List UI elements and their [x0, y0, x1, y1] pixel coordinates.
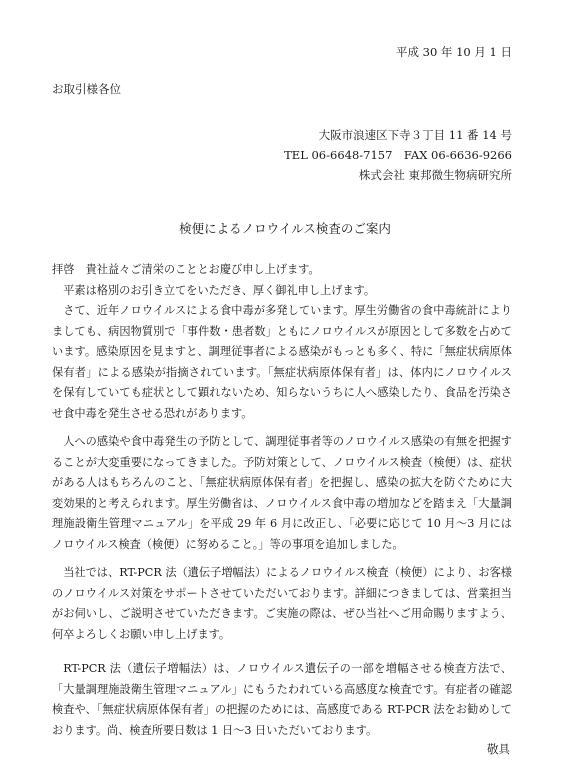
sender-company: 株式会社 東邦微生物病研究所 — [358, 168, 512, 182]
document-date: 平成 30 年 10 月 1 日 — [395, 45, 512, 59]
paragraph-service: 当社では、RT-PCR 法（遺伝子増幅法）によるノロウイルス検査（検便）により、お客様のノロウイルス対策をサポートさせていただいております。詳細につきましては、営業担当がお伺いし、ご説明させていただきます。ご実施の際は、ぜひ当社へご用命賜りますよう、何卒よろしくお願い申し上げます。 — [52, 566, 512, 641]
document-title: 検便によるノロウイルス検査のご案内 — [179, 221, 391, 236]
letter-body — [52, 260, 512, 741]
thanks-line: 平素は格別のお引き立てをいただき、厚く御礼申し上げます。 — [63, 283, 376, 297]
sender-address: 大阪市浪速区下寺３丁目 11 番 14 号 — [318, 128, 512, 142]
greeting-line: 拝啓 貴社益々ご清栄のこととお慶び申し上げます。 — [52, 263, 320, 276]
sender-contact: TEL 06-6648-7157 FAX 06-6636-9266 — [284, 148, 512, 162]
paragraph-method: RT-PCR 法（遺伝子増幅法）は、ノロウイルス遺伝子の一部を増幅させる検査方法で、「大量調理施設衛生管理マニュアル」にもうたわれている高感度な検査です。有症者の確認検査や、「無症状病原体保有者」の把握のためには、高感度である RT-PCR 法をお勧めしております。尚、検査所要日数は 1 日～3 日いただいております。 — [52, 662, 512, 737]
paragraph-background: さて、近年ノロウイルスによる食中毒が多発しています。厚生労働省の食中毒統計によりましても、病因物質別で「事件数・患者数」ともにノロウイルスが原因として多数を占めています。感染原因を見ますと、調理従事者による感染がもっとも多く、特に「無症状病原体保有者」による感染が指摘されています。「無症状病原体保有者」は、体内にノロウイルスを保有していても症状として顕れないため、知らないうちに人へ感染したり、食品を汚染させ食中毒を発生させる恐れがあります。 — [52, 304, 512, 420]
sender-block — [284, 125, 512, 185]
paragraph-prevention: 人への感染や食中毒発生の予防として、調理従事者等のノロウイルス感染の有無を把握することが大変重要になってきました。予防対策として、ノロウイルス検査（検便）は、症状がある人はもちろんのこと、「無症状病原体保有者」を把握し、感染の拡大を防ぐために大変効果的と考えられます。厚生労働省は、ノロウイルス食中毒の増加などを踏まえ「大量調理施設衛生管理マニュアル」を平成 29 年 6 月に改正し、「必要に応じて 10 月～3 月にはノロウイルス検査（検便）に努めること。」等の事項を追加しました。 — [52, 435, 512, 551]
recipient-line: お取引様各位 — [52, 82, 121, 96]
closing-word: 敬具 — [487, 742, 510, 756]
